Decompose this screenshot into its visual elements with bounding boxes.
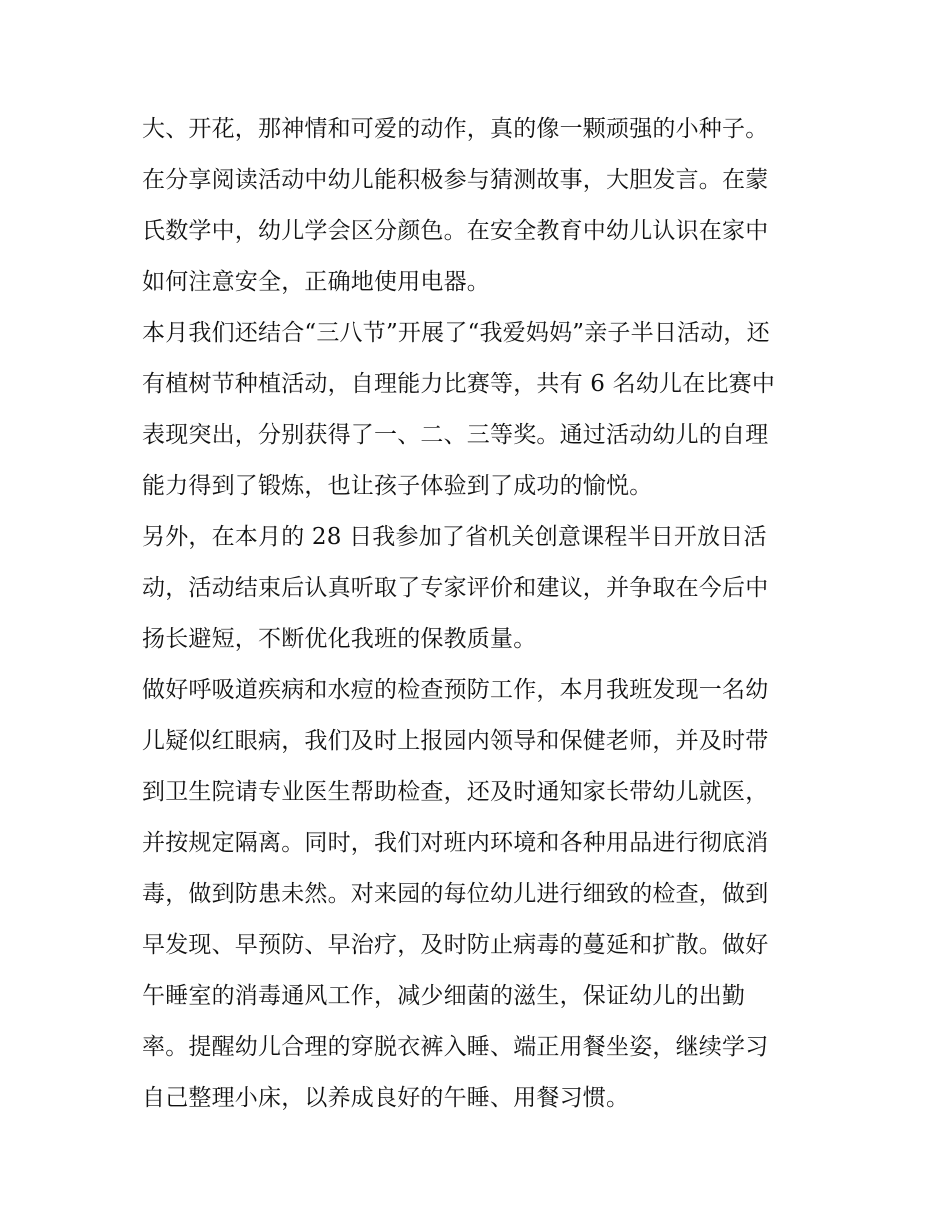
text-line: 氏数学中，幼儿学会区分颜色。在安全教育中幼儿认识在家中 xyxy=(142,218,769,244)
text-line: 能力得到了锻炼，也让孩子体验到了成功的愉悦。 xyxy=(142,473,653,499)
text-line: 本月我们还结合“三八节”开展了“我爱妈妈”亲子半日活动，还 xyxy=(142,320,770,346)
body-text xyxy=(142,104,822,1124)
text-line: 午睡室的消毒通风工作，减少细菌的滋生，保证幼儿的出勤 xyxy=(142,983,746,1009)
text-line: 自己整理小床，以养成良好的午睡、用餐习惯。 xyxy=(142,1085,630,1111)
text-line: 儿疑似红眼病，我们及时上报园内领导和保健老师，并及时带 xyxy=(142,728,769,754)
text-line: 到卫生院请专业医生帮助检查，还及时通知家长带幼儿就医， xyxy=(142,779,769,805)
text-line: 有植树节种植活动，自理能力比赛等，共有 6 名幼儿在比赛中 xyxy=(142,371,776,397)
text-line: 动，活动结束后认真听取了专家评价和建议，并争取在今后中 xyxy=(142,575,769,601)
text-line: 如何注意安全，正确地使用电器。 xyxy=(142,269,490,295)
text-line: 率。提醒幼儿合理的穿脱衣裤入睡、端正用餐坐姿，继续学习 xyxy=(142,1034,769,1060)
text-line: 做好呼吸道疾病和水痘的检查预防工作，本月我班发现一名幼 xyxy=(142,677,769,703)
text-line: 早发现、早预防、早治疗，及时防止病毒的蔓延和扩散。做好 xyxy=(142,932,769,958)
text-line: 并按规定隔离。同时，我们对班内环境和各种用品进行彻底消 xyxy=(142,830,769,856)
text-line: 大、开花，那神情和可爱的动作，真的像一颗顽强的小种子。 xyxy=(142,116,769,142)
text-line: 另外，在本月的 28 日我参加了省机关创意课程半日开放日活 xyxy=(142,524,767,550)
text-line: 在分享阅读活动中幼儿能积极参与猜测故事，大胆发言。在蒙 xyxy=(142,167,769,193)
text-line: 扬长避短，不断优化我班的保教质量。 xyxy=(142,626,537,652)
text-line: 毒，做到防患未然。对来园的每位幼儿进行细致的检查，做到 xyxy=(142,881,769,907)
text-line: 表现突出，分别获得了一、二、三等奖。通过活动幼儿的自理 xyxy=(142,422,769,448)
